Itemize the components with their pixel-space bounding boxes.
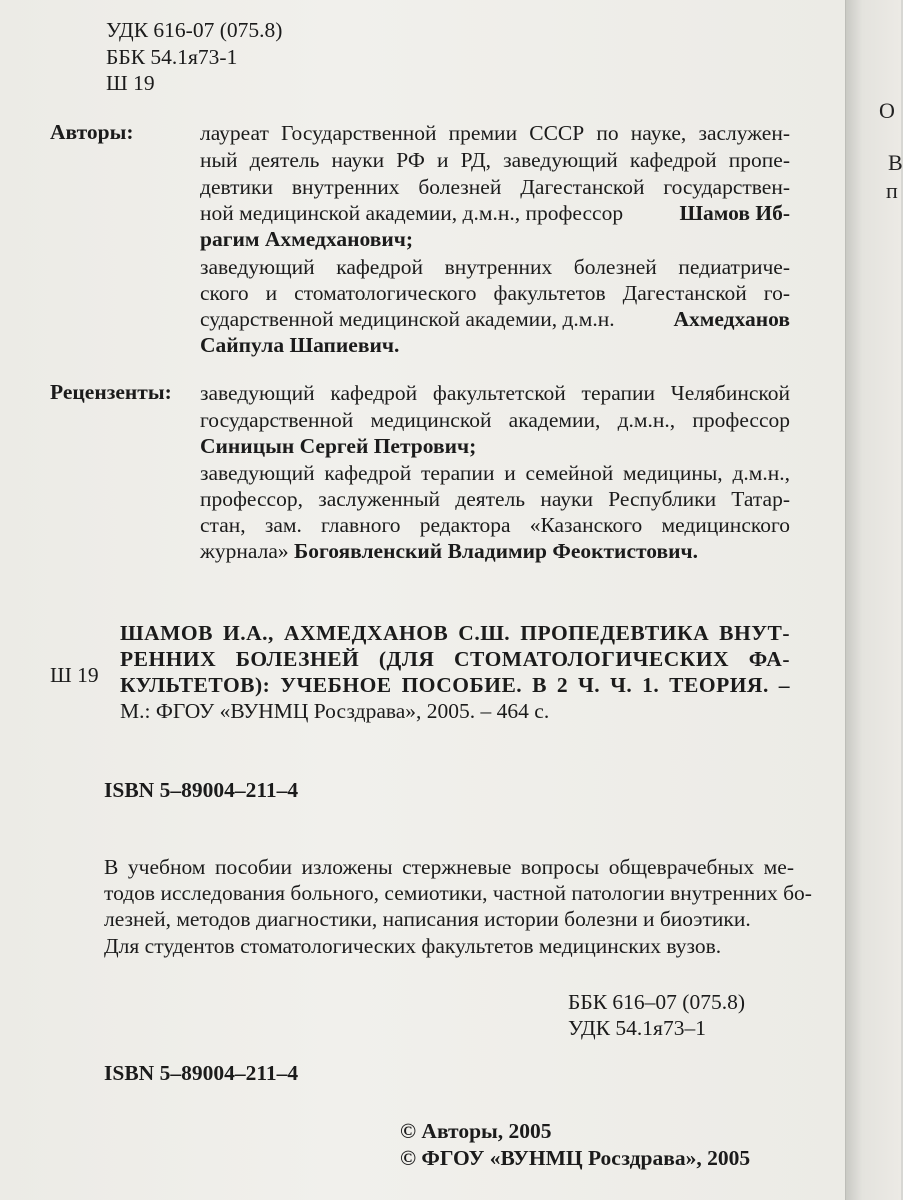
authors-line: ского и стоматологического факультетов Дагестанской го- bbox=[200, 281, 790, 305]
footer-udk: УДК 54.1я73–1 bbox=[568, 1016, 706, 1040]
citation-line: КУЛЬТЕТОВ): УЧЕБНОЕ ПОСОБИЕ. В 2 Ч. Ч. 1. ТЕОРИЯ. – bbox=[120, 673, 790, 697]
reviewers-line: стан, зам. главного редактора «Казанского медицинского bbox=[200, 513, 790, 537]
reviewers-line: профессор, заслуженный деятель науки Республики Татар- bbox=[200, 487, 790, 511]
reviewers-line: журнала» Богоявленский Владимир Феоктистович. bbox=[200, 539, 698, 563]
footer-bbk: ББК 616–07 (075.8) bbox=[568, 990, 745, 1014]
author-name: Сайпула Шапиевич. bbox=[200, 333, 400, 357]
abstract-line: В учебном пособии изложены стержневые вопросы общеврачебных ме- bbox=[104, 855, 794, 879]
author-name: рагим Ахмедханович; bbox=[200, 227, 414, 251]
citation-line: М.: ФГОУ «ВУНМЦ Росздрава», 2005. – 464 с. bbox=[120, 699, 550, 723]
copyright-authors: © Авторы, 2005 bbox=[400, 1119, 552, 1143]
right-page-fragment: В bbox=[888, 150, 903, 175]
right-page-fragment: п bbox=[886, 178, 898, 203]
show-through-text bbox=[59, 225, 77, 281]
citation-line: РЕННИХ БОЛЕЗНЕЙ (ДЛЯ СТОМАТОЛОГИЧЕСКИХ ФА- bbox=[120, 647, 790, 671]
bbk-code: ББК 54.1я73-1 bbox=[106, 45, 238, 69]
authors-line: ной медицинской академии, д.м.н., профессор Шамов Иб- bbox=[200, 201, 790, 225]
authors-line: сударственной медицинской академии, д.м.н. Ахмедханов bbox=[200, 307, 790, 331]
isbn-top: ISBN 5–89004–211–4 bbox=[104, 778, 299, 802]
right-page-edge bbox=[845, 0, 901, 1200]
citation-code: Ш 19 bbox=[50, 663, 99, 687]
citation-line: ШАМОВ И.А., АХМЕДХАНОВ С.Ш. ПРОПЕДЕВТИКА ВНУТ- bbox=[120, 621, 790, 645]
isbn-bottom: ISBN 5–89004–211–4 bbox=[104, 1061, 299, 1085]
reviewers-line: заведующий кафедрой терапии и семейной медицины, д.м.н., bbox=[200, 461, 790, 485]
authors-line: ный деятель науки РФ и РД, заведующий кафедрой пропе- bbox=[200, 148, 790, 172]
authors-line: девтики внутренних болезней Дагестанской государствен- bbox=[200, 175, 790, 199]
abstract-line: тодов исследования больного, семиотики, частной патологии внутренних бо- bbox=[104, 881, 812, 905]
reviewer-name: Синицын Сергей Петрович; bbox=[200, 434, 477, 458]
abstract-line: лезней, методов диагностики, написания истории болезни и биоэтики. bbox=[104, 907, 751, 931]
reviewers-line: заведующий кафедрой факультетской терапии Челябинской bbox=[200, 381, 790, 405]
author-mark: Ш 19 bbox=[106, 71, 155, 95]
udk-code: УДК 616-07 (075.8) bbox=[106, 18, 283, 42]
authors-line: лауреат Государственной премии СССР по науке, заслужен- bbox=[200, 121, 790, 145]
abstract-line: Для студентов стоматологических факультетов медицинских вузов. bbox=[104, 934, 722, 958]
reviewers-line: государственной медицинской академии, д.м.н., профессор bbox=[200, 408, 790, 432]
reviewers-label: Рецензенты: bbox=[50, 380, 172, 404]
authors-label: Авторы: bbox=[50, 120, 134, 144]
authors-line: заведующий кафедрой внутренних болезней педиатриче- bbox=[200, 255, 790, 279]
right-page-fragment: О bbox=[879, 98, 895, 123]
copyright-publisher: © ФГОУ «ВУНМЦ Росздрава», 2005 bbox=[400, 1146, 751, 1170]
